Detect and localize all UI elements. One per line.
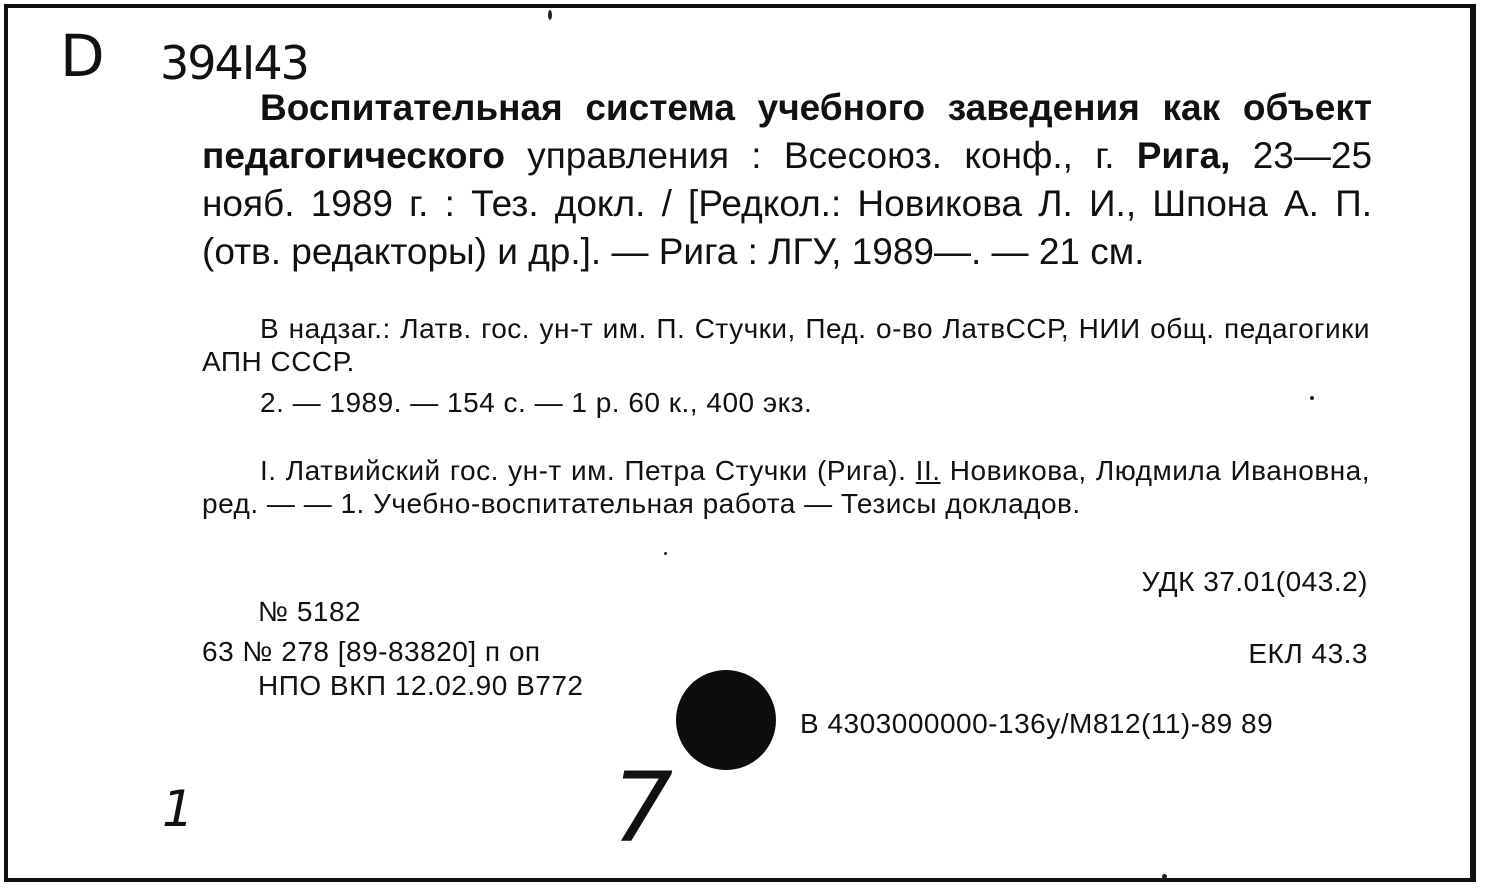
catalog-number: 63 № 278 [89-83820] п оп bbox=[202, 636, 541, 667]
entry-index-terms bbox=[202, 454, 1370, 520]
scan-speck bbox=[1310, 396, 1314, 400]
entry-volume bbox=[202, 386, 1370, 419]
entry-title-bold: Воспитательная система учебного заведения как объект педагогического bbox=[202, 87, 1372, 176]
entry-place: Рига, bbox=[1136, 135, 1231, 176]
publication-code: В 4303000000-136у/М812(11)-89 89 bbox=[800, 708, 1274, 739]
bbk-code: ЕКЛ 43.3 bbox=[1248, 638, 1368, 669]
punch-hole bbox=[676, 670, 776, 770]
handwritten-margin-mark: 1 bbox=[162, 780, 194, 838]
index-start: I. Латвийский гос. ун-т им. Петра Стучки (Рига). bbox=[260, 455, 907, 486]
scan-speck bbox=[664, 552, 667, 555]
entry-title-rest: управления : Всесоюз. конф., г. bbox=[527, 135, 1115, 176]
entry-volume-text: 2. — 1989. — 154 с. — 1 р. 60 к., 400 экз. bbox=[260, 387, 813, 418]
record-number: № 5182 bbox=[258, 596, 362, 627]
entry-note-text: В надзаг.: Латв. гос. ун-т им. П. Стучки, Пед. о-во ЛатвССР, НИИ общ. педагогики АПН СССР. bbox=[202, 313, 1370, 377]
npo-line: НПО ВКП 12.02.90 В772 bbox=[258, 670, 584, 701]
scan-speck bbox=[1162, 874, 1167, 879]
scan-speck bbox=[548, 10, 552, 20]
entry-note bbox=[202, 312, 1370, 378]
udk-code: УДК 37.01(043.2) bbox=[1141, 566, 1368, 597]
handwritten-bottom-mark: 7 bbox=[612, 752, 674, 864]
entry-dates: 23—25 нояб. 1989 г. : Тез. докл. / [Редкол.: Новикова Л. И., Шпона А. П. (отв. редакторы) и др.]. — Рига : ЛГУ, 1989—. — 21 см. bbox=[202, 135, 1373, 272]
handwritten-code-number: 394I43 bbox=[160, 36, 308, 90]
bibliographic-entry bbox=[202, 84, 1372, 276]
handwritten-code-letter: D bbox=[60, 22, 107, 90]
index-roman: II. bbox=[915, 455, 941, 486]
index-rest: Новикова, Людмила Ивановна, ред. — — 1. Учебно-воспитательная работа — Тезисы докладов. bbox=[202, 455, 1371, 519]
